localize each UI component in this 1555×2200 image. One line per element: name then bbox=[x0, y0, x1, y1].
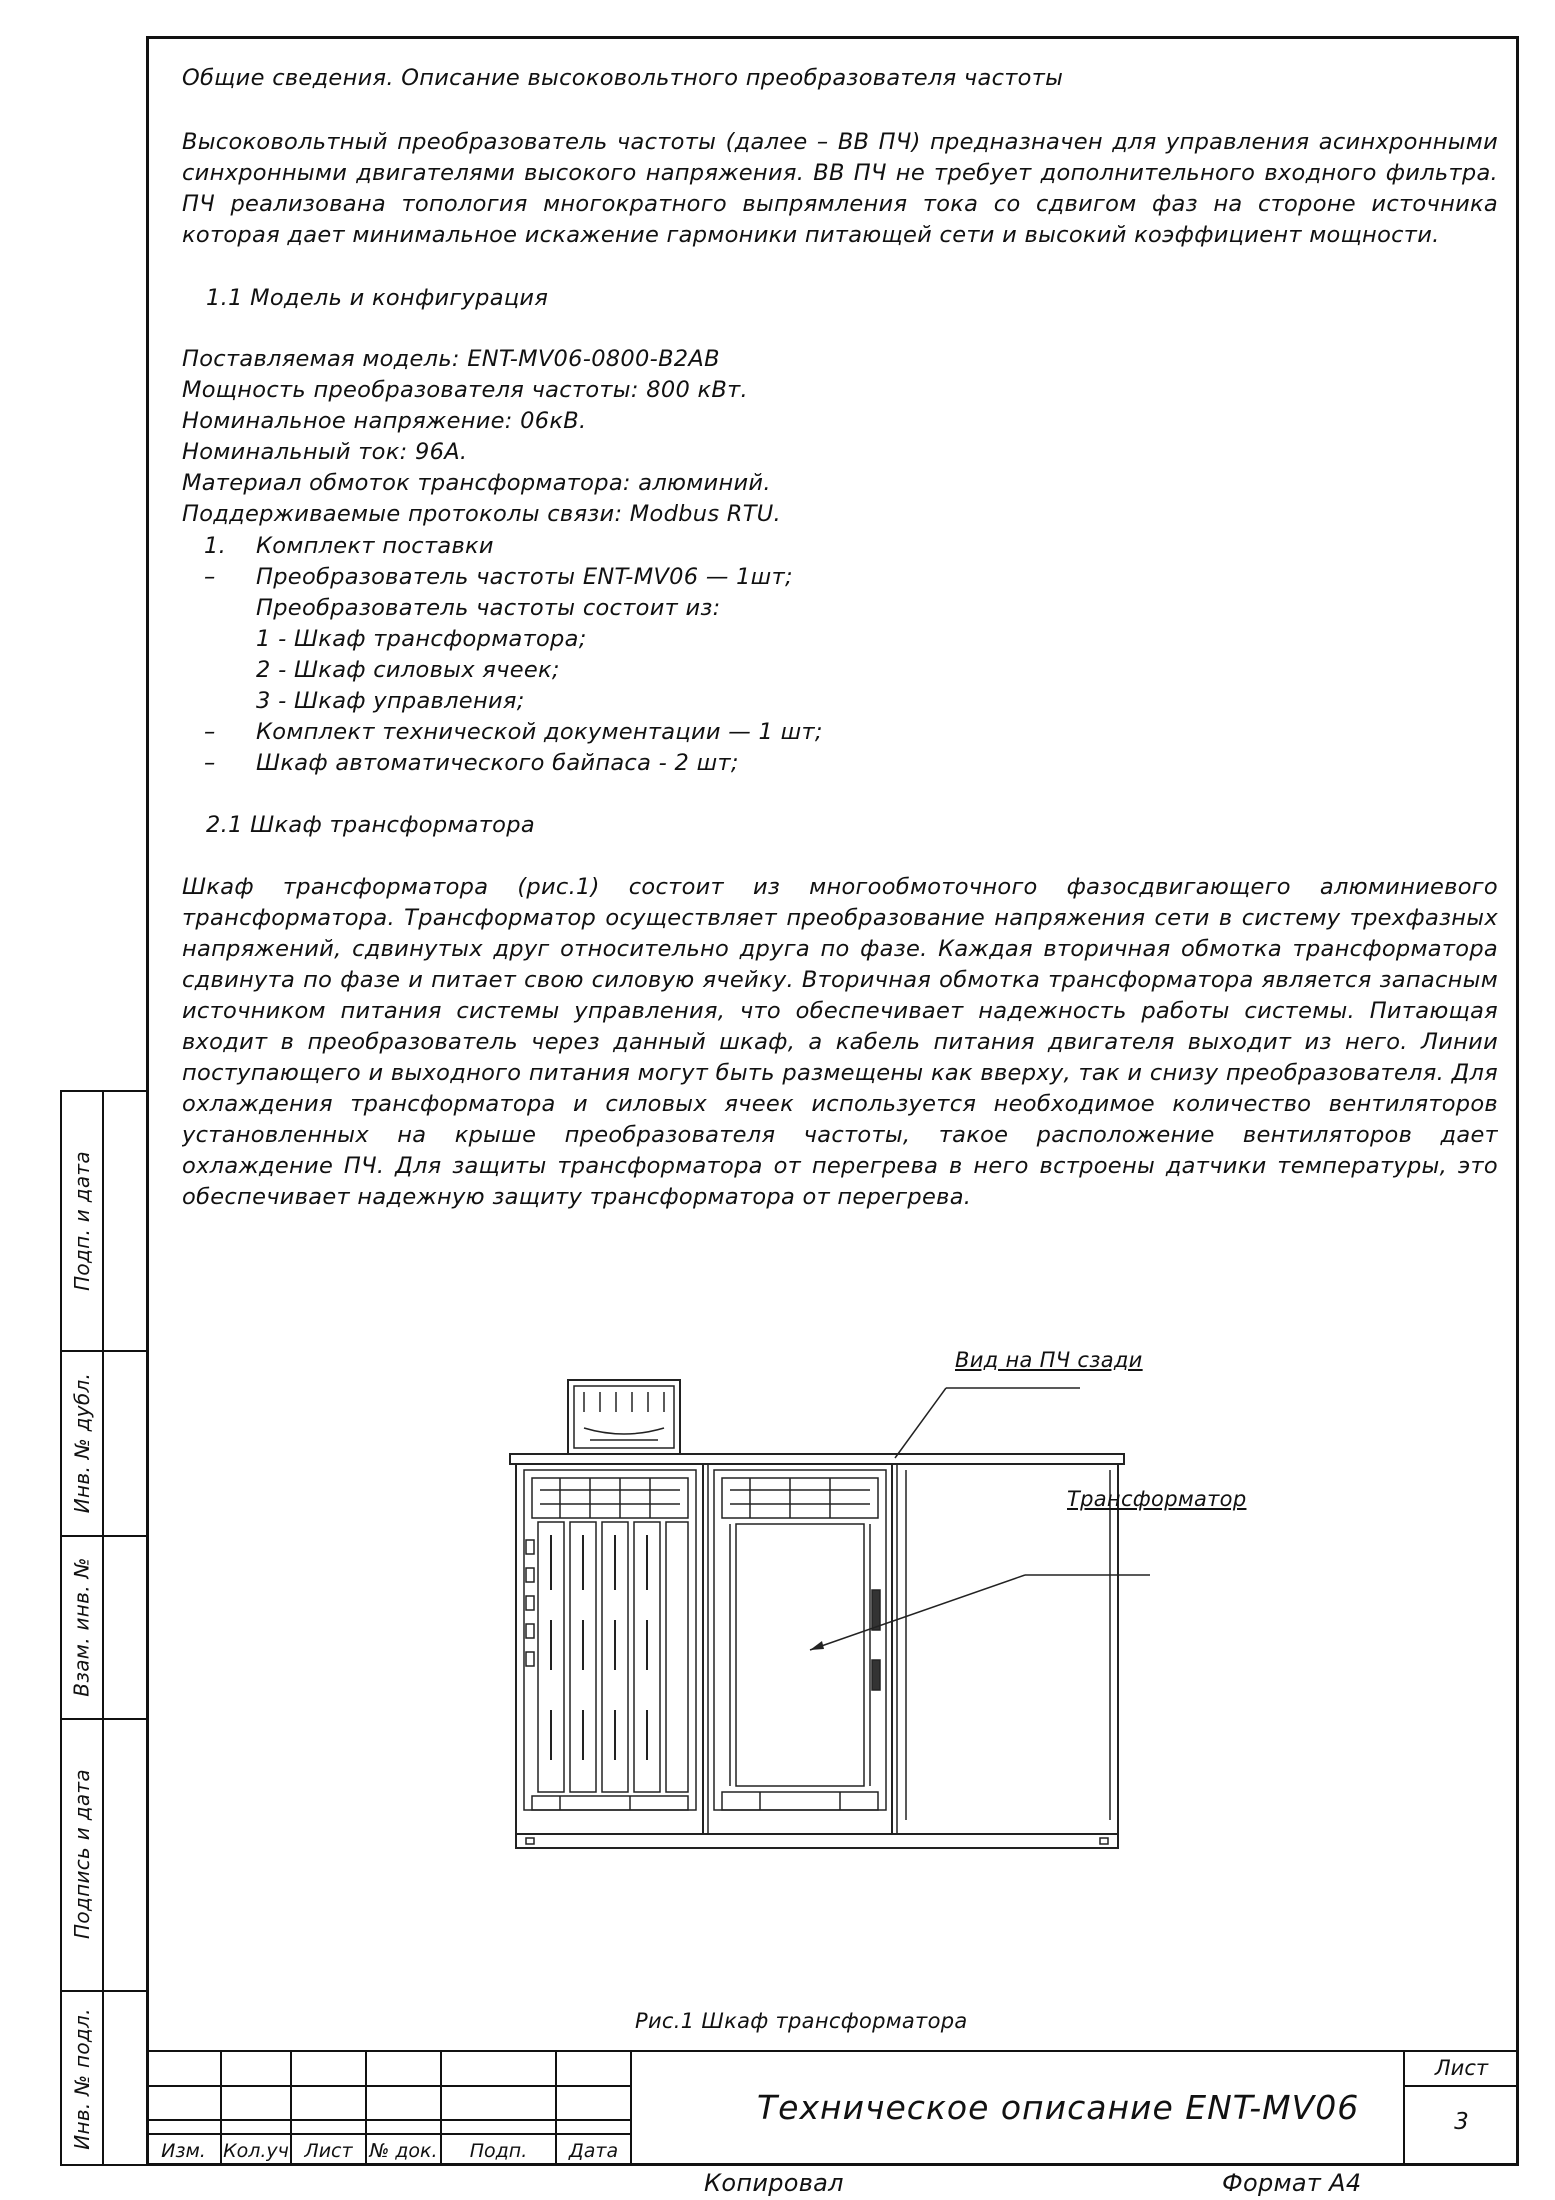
transformer-cabinet-drawing bbox=[440, 1340, 1280, 1860]
side-label: Подп. и дата bbox=[70, 1151, 94, 1291]
side-label: Инв. № дубл. bbox=[70, 1372, 94, 1513]
side-label: Инв. № подл. bbox=[70, 2008, 94, 2150]
body-line: напряжений, сдвинутых друг относительно друга по фазе. Каждая вторичная обмотка трансформатора bbox=[182, 936, 1498, 962]
spec-line: Номинальный ток: 96А. bbox=[182, 439, 468, 465]
section-1-title: 1.1 Модель и конфигурация bbox=[206, 285, 549, 311]
tb-header: Изм. bbox=[161, 2140, 206, 2162]
tb-header: Лист bbox=[304, 2140, 353, 2162]
body-line: трансформатора. Трансформатор осуществляет преобразование напряжения сети в систему трехфазных bbox=[182, 905, 1498, 931]
body-line: источником питания системы управления, что обеспечивает надежность работы системы. Питающая bbox=[182, 998, 1498, 1024]
side-stamp bbox=[60, 1090, 146, 2166]
spec-line: Материал обмоток трансформатора: алюминий. bbox=[182, 470, 771, 496]
tb-header: Кол.уч bbox=[223, 2140, 289, 2162]
body-line: сдвинута по фазе и питает свою силовую ячейку. Вторичная обмотка трансформатора является запасным bbox=[182, 967, 1498, 993]
body-line: Шкаф трансформатора (рис.1) состоит из многообмоточного фазосдвигающего алюминиевого bbox=[182, 874, 1498, 900]
body-line: обеспечивает надежную защиту трансформатора от перегрева. bbox=[182, 1184, 972, 1210]
body-line: входит в преобразователь через данный шкаф, а кабель питания двигателя выходит из него. Линии bbox=[182, 1029, 1498, 1055]
body-line: охлаждения трансформатора и силовых ячеек используется необходимое количество вентиляторов bbox=[182, 1091, 1498, 1117]
intro-line: ПЧ реализована топология многократного выпрямления тока со сдвигом фаз на стороне источника bbox=[182, 191, 1498, 217]
intro-line: Высоковольтный преобразователь частоты (далее – ВВ ПЧ) предназначен для управления асинхронными bbox=[182, 129, 1498, 155]
spec-line: Номинальное напряжение: 06кВ. bbox=[182, 408, 587, 434]
body-line: поступающего и выходного питания могут быть размещены как вверху, так и снизу преобразователя. Для bbox=[182, 1060, 1498, 1086]
figure-caption: Рис.1 Шкаф трансформатора bbox=[635, 2009, 968, 2033]
tb-header: № док. bbox=[369, 2140, 438, 2162]
document-page: Общие сведения. Описание высоковольтного преобразователя частоты Высоковольтный преобразователь частоты (далее – ВВ ПЧ) предназначен для управления асинхронными синхронными двигателями высокого напряжения. ВВ ПЧ не требует дополнительного входного фильтра. ПЧ реализована топология многократного выпрямления тока со сдвигом фаз на стороне источника которая дает минимальное искажение гармоники питающей сети и высокий коэффициент мощности. 1.1 Модель и конфигурация Поставляемая модель: ENT-MV06-0800-B2AB Мощность преобразователя частоты: 800 кВт. Номинальное напряжение: 06кВ. Номинальный ток: 96А. Материал обмоток трансформатора: алюминий. Поддерживаемые протоколы связи: Modbus RTU. 1. Комплект поставки – Преобразователь частоты ENT-MV06 — 1шт; Преобразователь частоты состоит из: 1 - Шкаф трансформатора; 2 - Шкаф силовых ячеек; 3 - Шкаф управления; – Комплект технической документации — 1 шт; – Шкаф автоматического байпаса - 2 шт; 2.1 Шкаф трансформатора Шкаф трансформатора (рис.1) состоит из многообмоточного фазосдвигающего алюминиевого трансформатора. Трансформатор осуществляет преобразование напряжения сети в систему трехфазных напряжений, сдвинутых друг относительно друга по фазе. Каждая вторичная обмотка трансформатора сдвинута по фазе и питает свою силовую ячейку. Вторичная обмотка трансформатора является запасным источником питания системы управления, что обеспечивает надежность работы системы. Питающая входит в преобразователь через данный шкаф, а кабель питания двигателя выходит из него. Линии поступающего и выходного питания могут быть размещены как вверху, так и снизу преобразователя. Для охлаждения трансформатора и силовых ячеек используется необходимое количество вентиляторов установленных на крыше преобразователя частоты, такое расположение вентиляторов дает охлаждение ПЧ. Для защиты трансформатора от перегрева в него встроены датчики температуры, это обеспечивает надежную защиту трансформатора от перегрева. Вид на ПЧ сзади Трансформатор Рис.1 Шкаф трансформатора Подп. и дата Инв. № дубл. Взам. инв. № Подпись и дата Инв. № подл. Изм. Кол.уч Лист № док. Подп. Дата Техническое описание ENT-MV06 Лист 3 Копировал Формат А4 bbox=[0, 0, 1555, 2200]
intro-line: которая дает минимальное искажение гармоники питающей сети и высокий коэффициент мощности. bbox=[182, 222, 1440, 248]
document-heading: Общие сведения. Описание высоковольтного преобразователя частоты bbox=[182, 65, 1064, 91]
figure-label-view: Вид на ПЧ сзади bbox=[955, 1348, 1143, 1372]
footer-copied: Копировал bbox=[704, 2169, 844, 2197]
sheet-label: Лист bbox=[1434, 2056, 1489, 2080]
body-paragraph bbox=[182, 872, 1498, 1213]
body-line: установленных на крыше преобразователя частоты, такое расположение вентиляторов дает bbox=[182, 1122, 1498, 1148]
sheet-number: 3 bbox=[1454, 2109, 1469, 2135]
tb-header: Подп. bbox=[469, 2140, 528, 2162]
spec-line: Поставляемая модель: ENT-MV06-0800-B2AB bbox=[182, 346, 720, 372]
side-label: Подпись и дата bbox=[70, 1769, 94, 1939]
side-label: Взам. инв. № bbox=[70, 1556, 94, 1697]
document-title: Техническое описание ENT-MV06 bbox=[757, 2088, 1360, 2127]
tb-header: Дата bbox=[568, 2140, 619, 2162]
section-2-title: 2.1 Шкаф трансформатора bbox=[206, 812, 535, 838]
figure-label-transformer: Трансформатор bbox=[1067, 1487, 1247, 1511]
body-line: охлаждение ПЧ. Для защиты трансформатора от перегрева в него встроены датчики температуры, это bbox=[182, 1153, 1498, 1179]
spec-line: Мощность преобразователя частоты: 800 кВт. bbox=[182, 377, 748, 403]
intro-line: синхронными двигателями высокого напряжения. ВВ ПЧ не требует дополнительного входного фильтра. bbox=[182, 160, 1498, 186]
intro-paragraph bbox=[182, 127, 1498, 251]
spec-line: Поддерживаемые протоколы связи: Modbus RTU. bbox=[182, 501, 781, 527]
footer-format: Формат А4 bbox=[1222, 2169, 1362, 2197]
